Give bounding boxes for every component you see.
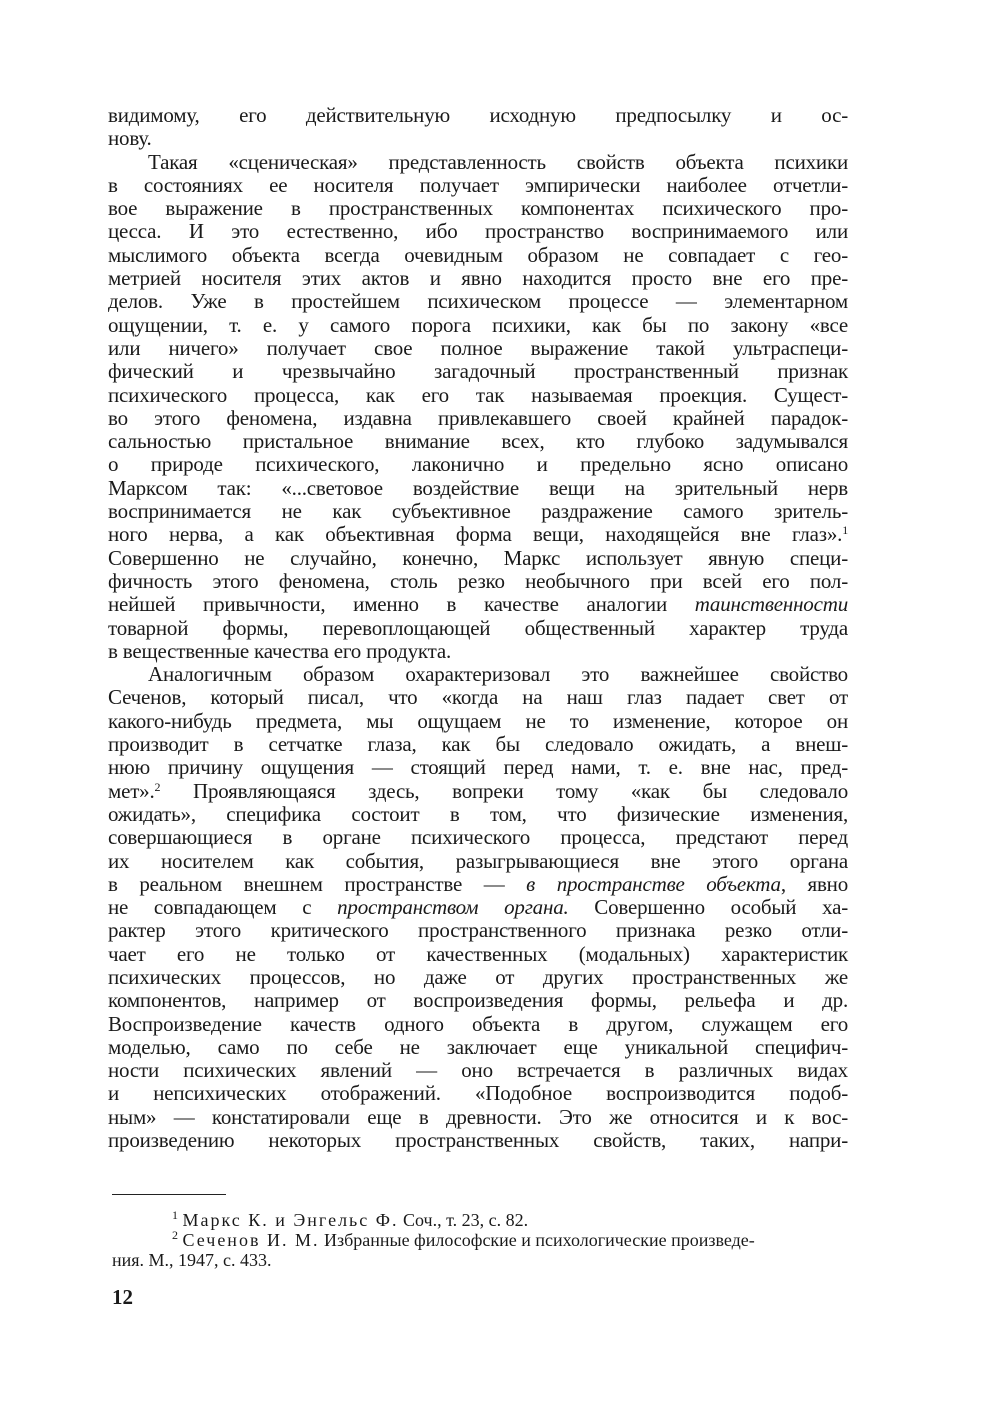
line-text: ным» — констатировали еще в древности. Это же относится и к вос- <box>108 1104 848 1129</box>
line-text: товарной формы, перевоплощающей общественный характер труда <box>108 615 848 640</box>
text-line <box>108 593 848 616</box>
text-line <box>108 826 848 849</box>
text-line <box>108 127 848 150</box>
footnote-separator <box>112 1194 226 1195</box>
line-text: ожидать», специфика состоит в том, что физические изменения, <box>108 801 848 826</box>
emphasis: таинственности <box>694 592 848 617</box>
line-text: во этого феномена, издавна привлекавшего своей крайней парадок- <box>108 405 848 430</box>
text-line <box>108 384 848 407</box>
line-text: метрией носителя этих актов и явно находится просто вне его пре- <box>108 266 848 291</box>
footnote-2 <box>112 1230 852 1250</box>
line-text: компонентов, например от воспроизведения формы, рельефа и др. <box>108 988 848 1013</box>
text-line <box>108 314 848 337</box>
text-line <box>108 453 848 476</box>
text-line <box>108 547 848 570</box>
text-line <box>108 966 848 989</box>
line-text: или ничего» получает свое полное выражение такой ультраспеци- <box>108 335 848 360</box>
line-text: не совпадающем с <box>108 895 338 920</box>
line-text: фический и чрезвычайно загадочный пространственный признак <box>108 359 848 384</box>
line-text: Марксом так: «...световое воздействие вещи на зрительный нерв <box>108 475 848 500</box>
line-text: Совершенно не случайно, конечно, Маркс использует явную специ- <box>108 545 848 570</box>
footnote-2-continuation: ния. М., 1947, с. 433. <box>112 1250 272 1270</box>
text-line <box>108 617 848 640</box>
text-line <box>108 197 848 220</box>
line-text: ности психических явлений — оно встречается в различных видах <box>108 1058 848 1083</box>
text-line <box>108 407 848 430</box>
text-line <box>108 663 848 686</box>
line-text: ощущении, т. е. у самого порога психики, как бы по закону «все <box>108 312 848 337</box>
line-text: совершающиеся в органе психического процесса, предстают перед <box>108 825 848 850</box>
text-line <box>108 686 848 709</box>
page-number: 12 <box>112 1285 133 1309</box>
line-text: Сеченов, который писал, что «когда на наш глаз падает свет от <box>108 685 848 710</box>
text-line <box>108 803 848 826</box>
line-text: какого-нибудь предмета, мы ощущаем не то изменение, которое он <box>108 708 848 733</box>
text-line <box>108 873 848 896</box>
text-line <box>108 1106 848 1129</box>
text-line <box>108 523 848 546</box>
text-line <box>108 151 848 174</box>
line-text: сальностью пристальное внимание всех, кто глубоко задумывался <box>108 429 848 454</box>
line-text: производит в сетчатке глаза, как бы следовало ожидать, а внеш- <box>108 732 848 757</box>
text-line <box>108 360 848 383</box>
text-line <box>108 1013 848 1036</box>
text-line <box>108 989 848 1012</box>
footnote-author: Сеченов И. М. <box>182 1230 320 1250</box>
line-text: рактер этого критического пространственного признака резко отли- <box>108 918 848 943</box>
text-line <box>108 290 848 313</box>
line-text: о природе психического, лаконично и предельно ясно описано <box>108 452 848 477</box>
footnote-author: Маркс К. и Энгельс Ф. <box>182 1210 399 1230</box>
text-line <box>108 850 848 873</box>
line-text: , явно <box>780 871 848 896</box>
text-line <box>108 780 848 803</box>
line-text: нейшей привычности, именно в качестве аналогии <box>108 592 695 617</box>
line-text: в реальном внешнем пространстве — <box>108 871 527 896</box>
line-text: произведению некоторых пространственных свойств, таких, напри- <box>108 1128 848 1153</box>
footnotes <box>112 1210 852 1270</box>
footnote-text: Избранные философские и психологические произведе- <box>319 1230 755 1250</box>
text-line <box>108 174 848 197</box>
line-text: в состояниях ее носителя получает эмпирически наиболее отчетли- <box>108 172 848 197</box>
line-text: нову. <box>108 126 152 151</box>
line-text: ного нерва, а как объективная форма вещи, находящейся вне глаз». <box>108 522 843 547</box>
line-text: Проявляющаяся здесь, вопреки тому «как бы следовало <box>160 778 848 803</box>
text-line <box>108 570 848 593</box>
line-text: воспринимается не как субъективное раздражение самого зритель- <box>108 499 848 524</box>
footnote-ref: 1 <box>842 523 848 538</box>
line-text: видимому, его действительную исходную предпосылку и ос- <box>108 103 848 127</box>
line-text: Аналогичным образом охарактеризовал это важнейшее свойство <box>148 662 848 687</box>
line-text: Совершенно особый ха- <box>568 895 849 920</box>
emphasis: в пространстве объекта <box>526 871 781 896</box>
text-line <box>108 477 848 500</box>
text-line <box>108 104 848 127</box>
text-line <box>108 220 848 243</box>
text-line <box>108 430 848 453</box>
footnote-ref: 2 <box>154 779 161 794</box>
text-line <box>108 943 848 966</box>
text-line <box>108 1082 848 1105</box>
footnote-marker: 1 <box>172 1208 178 1222</box>
emphasis: пространством органа. <box>337 895 569 920</box>
text-line <box>108 267 848 290</box>
line-text: Такая «сценическая» представленность свойств объекта психики <box>148 149 848 174</box>
line-text: нюю причину ощущения — стоящий перед нами, т. е. вне нас, пред- <box>108 755 848 780</box>
line-text: моделью, само по себе не заключает еще уникальной специфич- <box>108 1034 848 1059</box>
text-line <box>108 756 848 779</box>
text-line <box>108 710 848 733</box>
line-text: чает его не только от качественных (модальных) характеристик <box>108 941 848 966</box>
text-line <box>108 500 848 523</box>
line-text: их носителем как события, разыгрывающиеся вне этого органа <box>108 848 848 873</box>
line-text: в вещественные качества его продукта. <box>108 638 452 663</box>
text-line <box>108 919 848 942</box>
text-line <box>108 1129 848 1152</box>
text-line <box>108 640 848 663</box>
line-text: и непсихических отображений. «Подобное воспроизводится подоб- <box>108 1081 848 1106</box>
body-text <box>108 104 848 1152</box>
footnote-text: Соч., т. 23, с. 82. <box>398 1210 529 1230</box>
text-line <box>108 733 848 756</box>
line-text: фичность этого феномена, столь резко необычного при всей его пол- <box>108 568 848 593</box>
line-text: Воспроизведение качеств одного объекта в другом, служащем его <box>108 1011 848 1036</box>
footnote-marker: 2 <box>172 1228 178 1242</box>
line-text: вое выражение в пространственных компонентах психического про- <box>108 196 848 221</box>
line-text: цесса. И это естественно, ибо пространство воспринимаемого или <box>108 219 848 244</box>
line-text: мыслимого объекта всегда очевидным образом не совпадает с гео- <box>108 242 848 267</box>
line-text: психических процессов, но даже от других пространственных же <box>108 964 848 989</box>
footnote-1 <box>112 1210 852 1230</box>
line-text: психического процесса, как его так называемая проекция. Сущест- <box>108 382 848 407</box>
text-line <box>108 337 848 360</box>
text-line <box>108 1036 848 1059</box>
line-text: мет». <box>108 778 155 803</box>
text-line <box>108 1059 848 1082</box>
text-line <box>108 896 848 919</box>
line-text: делов. Уже в простейшем психическом процессе — элементарном <box>108 289 848 314</box>
text-line <box>108 244 848 267</box>
